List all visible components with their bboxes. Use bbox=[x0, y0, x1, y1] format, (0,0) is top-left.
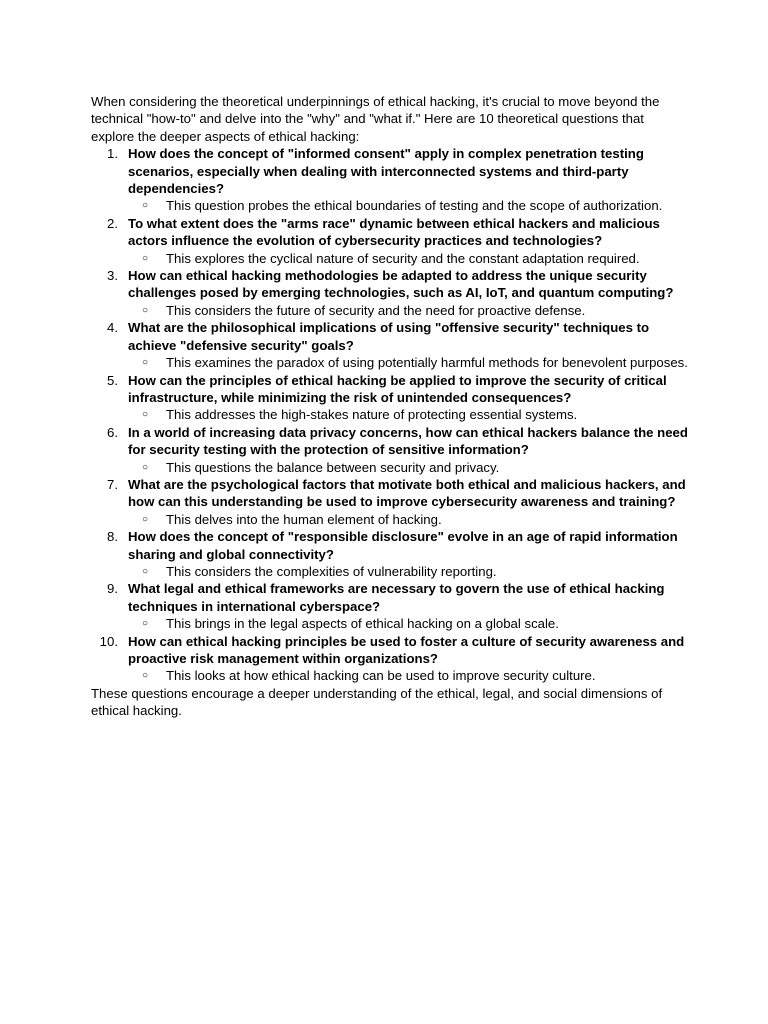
note-item bbox=[128, 511, 688, 528]
note-text: This question probes the ethical boundaries of testing and the scope of authorization. bbox=[166, 198, 663, 214]
question-number: 1. bbox=[107, 146, 118, 162]
question-notes bbox=[128, 459, 688, 476]
hollow-bullet-icon: ○ bbox=[142, 252, 149, 264]
hollow-bullet-icon: ○ bbox=[142, 513, 149, 525]
question-item bbox=[91, 267, 688, 319]
note-item bbox=[128, 250, 688, 267]
note-item bbox=[128, 563, 688, 580]
hollow-bullet-icon: ○ bbox=[142, 304, 149, 316]
note-item bbox=[128, 197, 688, 214]
question-text: How does the concept of "informed consent" apply in complex penetration testing scenarios, especially when dealing with interconnected systems and third-party dependencies? bbox=[128, 146, 644, 197]
conclusion-paragraph: These questions encourage a deeper understanding of the ethical, legal, and social dimensions of ethical hacking. bbox=[91, 685, 663, 719]
question-notes bbox=[128, 302, 688, 319]
question-number: 5. bbox=[107, 372, 118, 388]
hollow-bullet-icon: ○ bbox=[142, 461, 149, 473]
question-item bbox=[91, 372, 688, 424]
note-text: This brings in the legal aspects of ethical hacking on a global scale. bbox=[166, 616, 559, 632]
question-number: 3. bbox=[107, 268, 118, 284]
hollow-bullet-icon: ○ bbox=[142, 565, 149, 577]
question-notes bbox=[128, 354, 688, 371]
question-text: How can the principles of ethical hacking be applied to improve the security of critical infrastructure, while minimizing the risk of unintended consequences? bbox=[128, 372, 667, 405]
question-notes bbox=[128, 667, 688, 684]
question-text: To what extent does the "arms race" dynamic between ethical hackers and malicious actors influence the evolution of cybersecurity practices and technologies? bbox=[128, 215, 660, 249]
note-text: This considers the complexities of vulnerability reporting. bbox=[166, 563, 497, 579]
question-notes bbox=[128, 563, 688, 580]
question-number: 2. bbox=[107, 215, 118, 231]
note-item bbox=[128, 615, 688, 632]
question-text: What are the philosophical implications of using "offensive security" techniques to achieve "defensive security" goals? bbox=[128, 320, 650, 353]
question-item bbox=[91, 319, 688, 371]
intro-paragraph: When considering the theoretical underpinnings of ethical hacking, it's crucial to move beyond the technical "how-to" and delve into the "why" and "what if." Here are 10 theoretical questions that explore the deeper aspects of ethical hacking: bbox=[91, 94, 660, 144]
note-text: This delves into the human element of hacking. bbox=[166, 511, 442, 527]
question-item bbox=[91, 145, 688, 215]
hollow-bullet-icon: ○ bbox=[142, 357, 149, 369]
note-text: This explores the cyclical nature of security and the constant adaptation required. bbox=[166, 250, 640, 266]
note-text: This questions the balance between security and privacy. bbox=[166, 459, 500, 475]
question-item bbox=[91, 580, 688, 632]
hollow-bullet-icon: ○ bbox=[142, 200, 149, 212]
question-text: How can ethical hacking principles be used to foster a culture of security awareness and proactive risk management within organizations? bbox=[128, 633, 685, 666]
note-item bbox=[128, 667, 688, 684]
note-item bbox=[128, 459, 688, 476]
question-notes bbox=[128, 250, 688, 267]
question-item bbox=[91, 424, 688, 476]
question-item bbox=[91, 633, 688, 685]
question-item bbox=[91, 476, 688, 528]
question-notes bbox=[128, 615, 688, 632]
note-item bbox=[128, 406, 688, 423]
question-number: 8. bbox=[107, 529, 118, 545]
note-text: This looks at how ethical hacking can be used to improve security culture. bbox=[166, 668, 596, 684]
note-text: This examines the paradox of using potentially harmful methods for benevolent purposes. bbox=[166, 355, 688, 371]
question-text: What legal and ethical frameworks are necessary to govern the use of ethical hacking techniques in international cyberspace? bbox=[128, 581, 665, 614]
question-number: 6. bbox=[107, 424, 118, 440]
question-number: 4. bbox=[107, 320, 118, 336]
question-number: 10. bbox=[99, 633, 118, 649]
note-text: This considers the future of security and the need for proactive defense. bbox=[166, 302, 586, 318]
question-notes bbox=[128, 511, 688, 528]
question-text: In a world of increasing data privacy concerns, how can ethical hackers balance the need for security testing with the protection of sensitive information? bbox=[128, 424, 688, 458]
questions-list bbox=[91, 145, 688, 685]
question-text: How does the concept of "responsible disclosure" evolve in an age of rapid information sharing and global connectivity? bbox=[128, 529, 678, 562]
question-number: 9. bbox=[107, 581, 118, 597]
hollow-bullet-icon: ○ bbox=[142, 409, 149, 421]
hollow-bullet-icon: ○ bbox=[142, 670, 149, 682]
question-item bbox=[91, 528, 688, 580]
question-notes bbox=[128, 406, 688, 423]
question-text: What are the psychological factors that motivate both ethical and malicious hackers, and how can this understanding be used to improve cybersecurity awareness and training? bbox=[128, 476, 686, 510]
question-notes bbox=[128, 197, 688, 214]
note-item bbox=[128, 354, 688, 371]
question-item bbox=[91, 215, 688, 267]
question-number: 7. bbox=[107, 476, 118, 492]
note-text: This addresses the high-stakes nature of protecting essential systems. bbox=[166, 407, 578, 423]
hollow-bullet-icon: ○ bbox=[142, 618, 149, 630]
question-text: How can ethical hacking methodologies be adapted to address the unique security challenges posed by emerging technologies, such as AI, IoT, and quantum computing? bbox=[128, 268, 674, 301]
note-item bbox=[128, 302, 688, 319]
